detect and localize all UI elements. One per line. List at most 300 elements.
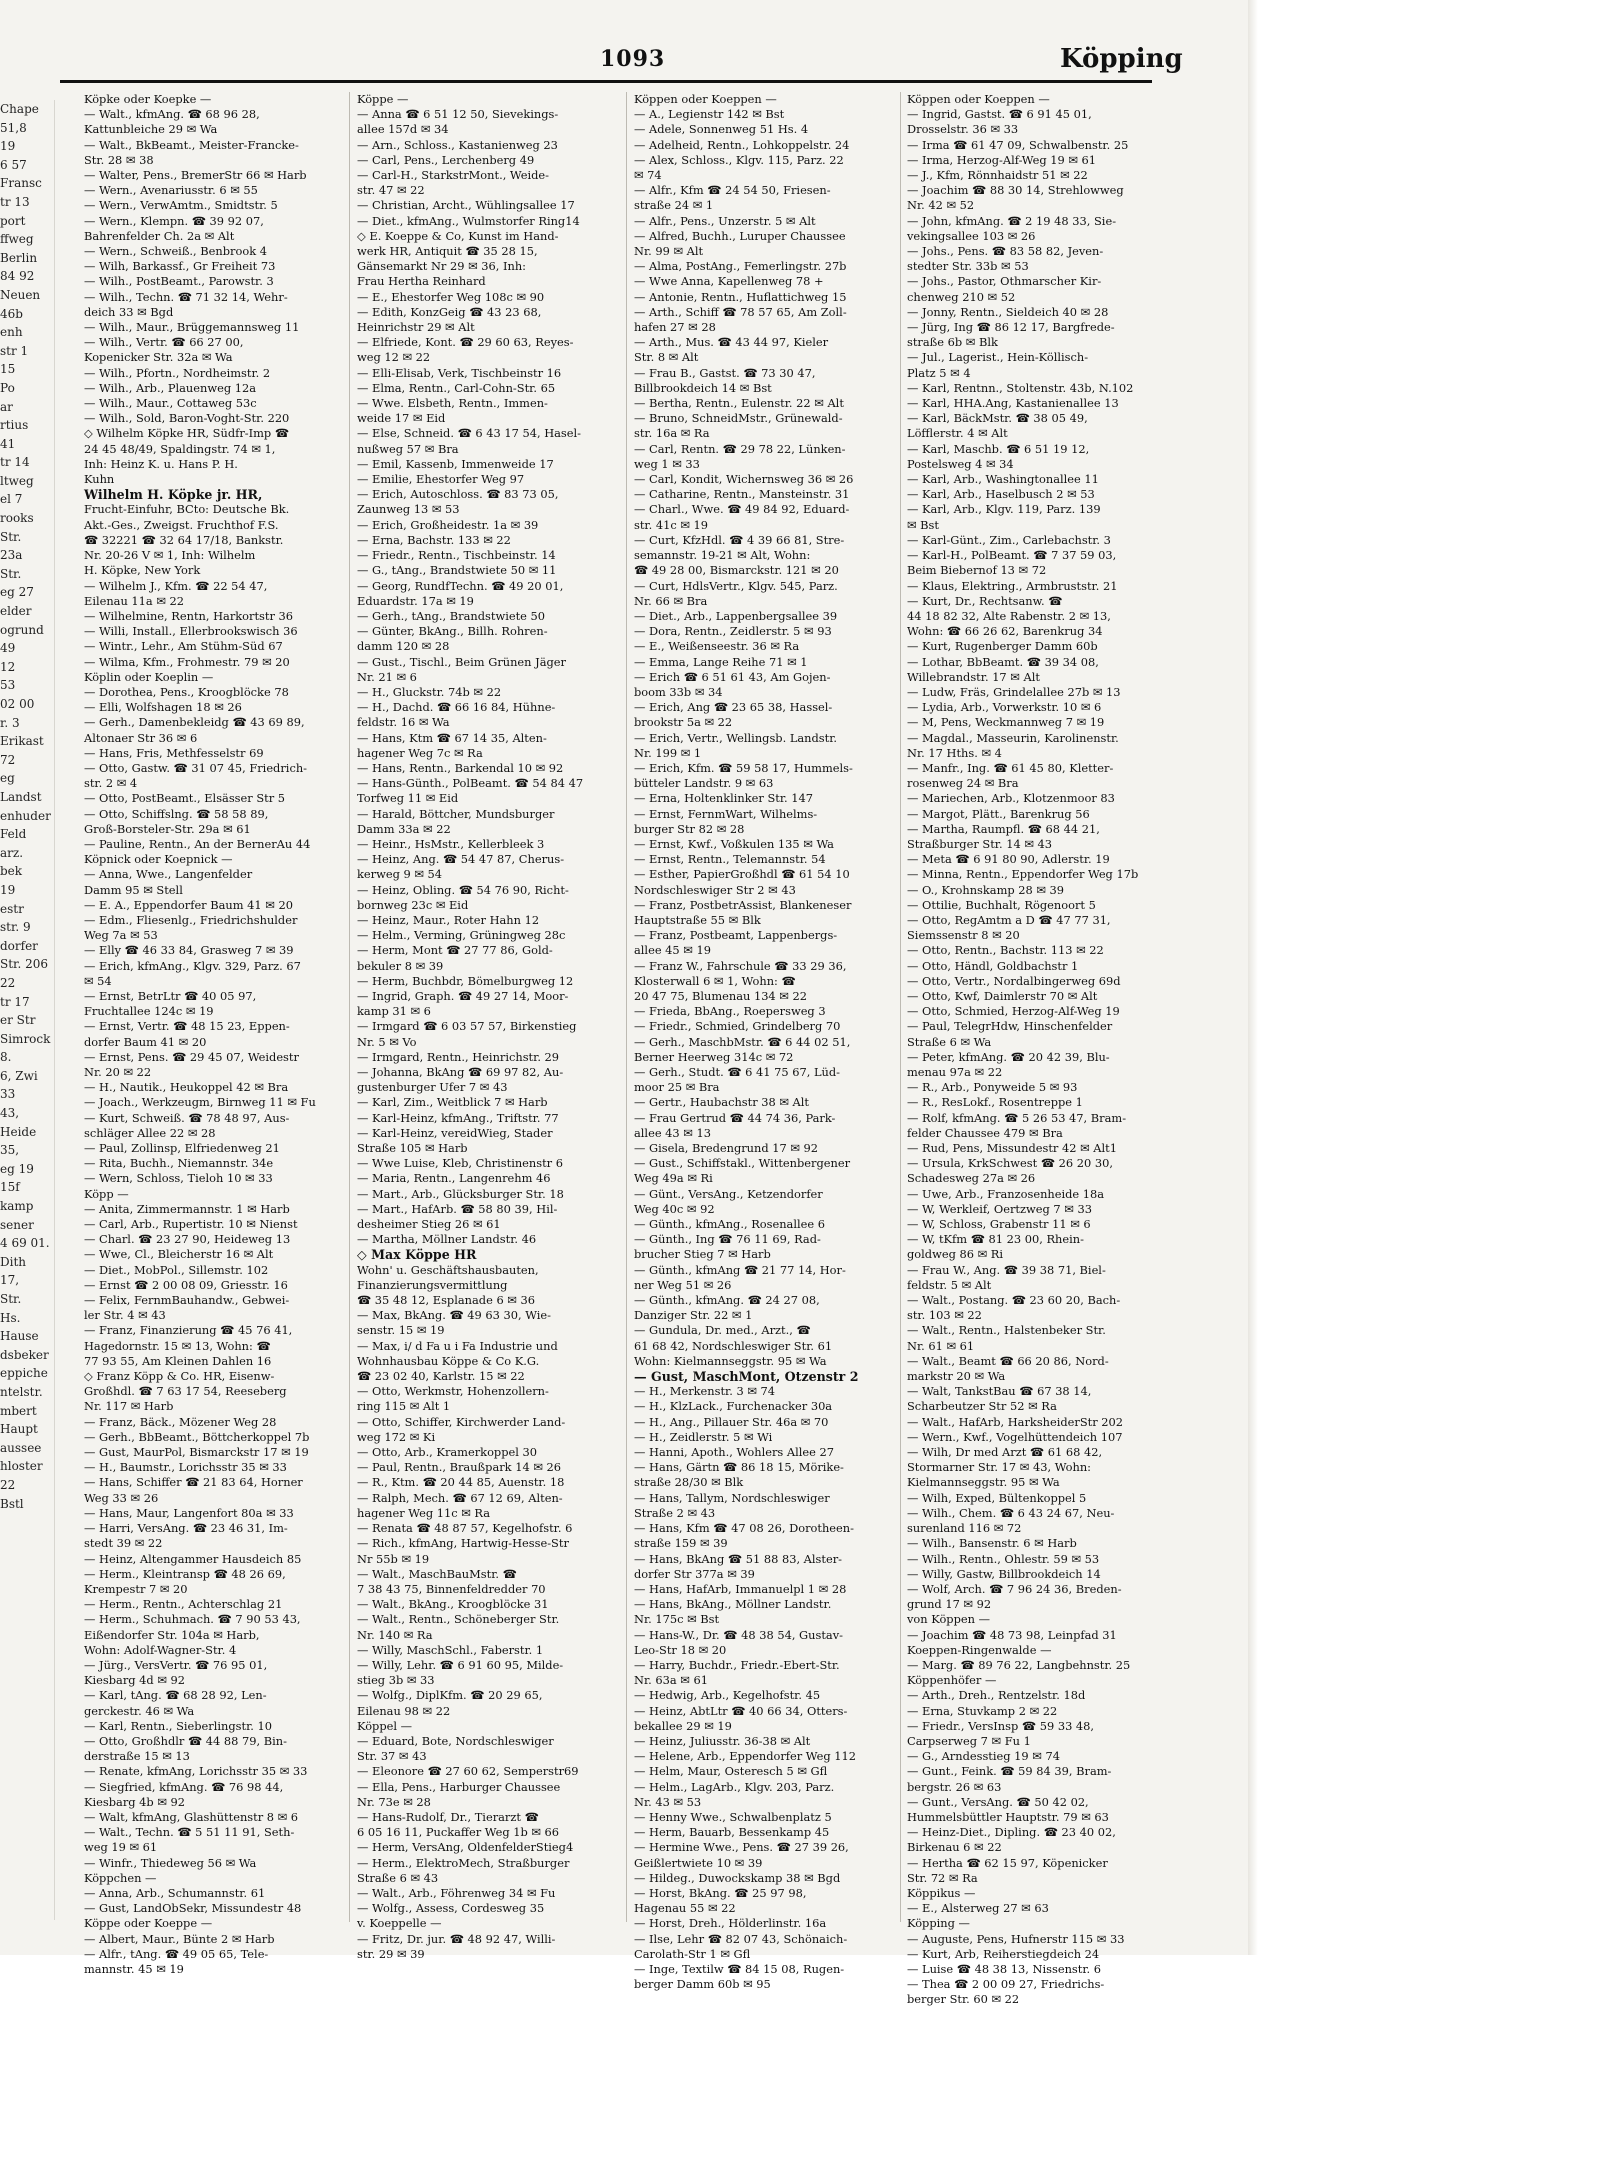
directory-entry-line: — R., ResLokf., Rosentreppe 1 (907, 1095, 1083, 1110)
margin-fragment: str 1 (0, 343, 29, 358)
directory-entry-line: Wohn: Adolf-Wagner-Str. 4 (84, 1642, 237, 1657)
directory-entry-line: — Irma ☎ 61 47 09, Schwalbenstr. 25 (907, 137, 1129, 152)
directory-entry-line: Nr. 73e ✉ 28 (357, 1794, 431, 1809)
margin-fragment: eppiche (0, 1366, 48, 1381)
directory-entry-line: — Ernst, Pens. ☎ 29 45 07, Weidestr (84, 1049, 299, 1064)
directory-entry-line: — M, Pens, Weckmannweg 7 ✉ 19 (907, 715, 1105, 730)
directory-entry-line: — A., Legienstr 142 ✉ Bst (634, 107, 785, 122)
directory-entry-line: str. 47 ✉ 22 (357, 183, 425, 198)
directory-entry-line: — Diet., Arb., Lappenbergsallee 39 (634, 608, 838, 623)
margin-fragment: 6 57 (0, 157, 27, 172)
directory-entry-line: ler Str. 4 ✉ 43 (84, 1308, 166, 1323)
directory-entry-line: Fruchtallee 124c ✉ 19 (84, 1004, 214, 1019)
directory-entry-line: weg 12 ✉ 22 (357, 350, 431, 365)
margin-fragment: 53 (0, 678, 16, 693)
directory-entry-line: von Köppen — (907, 1612, 990, 1627)
directory-entry-line: — Karl, BäckMstr. ☎ 38 05 49, (907, 411, 1088, 426)
directory-entry-line: — Arth., Dreh., Rentzelstr. 18d (907, 1688, 1086, 1703)
directory-entry-line: — Mart., HafArb. ☎ 58 80 39, Hil- (357, 1201, 558, 1216)
margin-fragment: Erikast (0, 734, 44, 749)
directory-entry-line: allee 157d ✉ 34 (357, 122, 449, 137)
directory-entry-line: Nr. 99 ✉ Alt (634, 244, 704, 259)
directory-entry-line: — Hans, Gärtn ☎ 86 18 15, Mörike- (634, 1460, 844, 1475)
directory-entry-line: Eduardstr. 17a ✉ 19 (357, 593, 474, 608)
directory-column-3 (634, 92, 896, 1992)
margin-fragment: Str. (0, 1292, 22, 1306)
directory-entry-line: — Walt, TankstBau ☎ 67 38 14, (907, 1384, 1092, 1399)
margin-fragment: ltweg (0, 473, 34, 488)
directory-entry-line: weg 1 ✉ 33 (634, 456, 700, 471)
directory-entry-line: weg 172 ✉ Ki (357, 1429, 436, 1444)
directory-entry-line: — Curt, KfzHdl. ☎ 4 39 66 81, Stre- (634, 532, 845, 547)
directory-entry-line: — E., Weißenseestr. 36 ✉ Ra (634, 639, 800, 654)
directory-entry-line: Str. 37 ✉ 43 (357, 1749, 427, 1764)
directory-entry-line: Köppel — (357, 1718, 413, 1733)
directory-entry-line: — G., Arndesstieg 19 ✉ 74 (907, 1749, 1060, 1764)
directory-entry-line: — Erich ☎ 6 51 61 43, Am Gojen- (634, 669, 831, 684)
directory-entry-line: straße 24 ✉ 1 (634, 198, 714, 213)
directory-entry-line: Nr. 63a ✉ 61 (634, 1673, 708, 1688)
directory-entry-line: — Günth., kfmAng. ☎ 24 27 08, (634, 1293, 820, 1308)
directory-entry-line: — Hans, BkAng ☎ 51 88 83, Alster- (634, 1551, 843, 1566)
directory-entry-line: — Frau W., Ang. ☎ 39 38 71, Biel- (907, 1262, 1106, 1277)
directory-entry-line: burger Str 82 ✉ 28 (634, 821, 745, 836)
directory-entry-line: — Johs., Pastor, Othmarscher Kir- (907, 274, 1102, 289)
directory-entry-line: — Gerh., Studt. ☎ 6 41 75 67, Lüd- (634, 1065, 841, 1079)
margin-fragment: mbert (0, 1403, 37, 1418)
directory-entry-line: — Wilh., Chem. ☎ 6 43 24 67, Neu- (907, 1505, 1115, 1520)
directory-entry-line: — Gerh., BbBeamt., Böttcherkoppel 7b (84, 1429, 310, 1444)
adjacent-page-margin (0, 100, 55, 1920)
directory-entry-line: str. 16a ✉ Ra (634, 426, 710, 441)
directory-entry-line: derstraße 15 ✉ 13 (84, 1749, 190, 1764)
margin-fragment: dorfer (0, 938, 38, 953)
directory-entry-line: — Günth., kfmAng ☎ 21 77 14, Hor- (634, 1262, 846, 1277)
directory-entry-line: — H., Ang., Pillauer Str. 46a ✉ 70 (634, 1414, 829, 1429)
directory-entry-line: Platz 5 ✉ 4 (907, 365, 971, 380)
directory-entry-line: — Carl, Arb., Rupertistr. 10 ✉ Nienst (84, 1217, 298, 1232)
directory-entry-line: — J., Kfm, Rönnhaidstr 51 ✉ 22 (907, 168, 1088, 183)
directory-entry-line: — Karl-H., PolBeamt. ☎ 7 37 59 03, (907, 548, 1117, 563)
directory-entry-line: — Catharine, Rentn., Mansteinstr. 31 (634, 487, 850, 502)
directory-entry-line: hagener Weg 7c ✉ Ra (357, 745, 483, 760)
directory-entry-line: — Martha, Möllner Landstr. 46 (357, 1232, 537, 1247)
directory-entry-line: — Franz, PostbetrAssist, Blankeneser (634, 897, 852, 912)
directory-entry-line: Finanzierungsvermittlung (357, 1277, 508, 1292)
directory-entry-line: — E. A., Eppendorfer Baum 41 ✉ 20 (84, 897, 293, 912)
directory-entry-line: — Wolfg., Assess, Cordesweg 35 (357, 1901, 545, 1916)
directory-entry-line: — Wilh., Sold, Baron-Voght-Str. 220 (84, 411, 290, 426)
directory-entry-line: — Hans-W., Dr. ☎ 48 38 54, Gustav- (634, 1627, 843, 1642)
margin-fragment: 46b (0, 306, 23, 321)
margin-fragment: aussee (0, 1440, 42, 1455)
directory-entry-line: — Hans, Maur, Langenfort 80a ✉ 33 (84, 1505, 294, 1520)
directory-entry-line: Beim Biebernof 13 ✉ 72 (907, 563, 1047, 578)
directory-entry-line: — Ralph, Mech. ☎ 67 12 69, Alten- (357, 1490, 563, 1505)
directory-entry-line: — Joachim ☎ 88 30 14, Strehlowweg (907, 183, 1124, 198)
directory-entry-line: — Anna ☎ 6 51 12 50, Sievekings- (357, 107, 559, 122)
directory-entry-line: — Hermine Wwe., Pens. ☎ 27 39 26, (634, 1840, 849, 1855)
directory-entry-line: Geißlertwiete 10 ✉ 39 (634, 1855, 763, 1870)
directory-entry-line: Stormarner Str. 17 ✉ 43, Wohn: (907, 1460, 1091, 1475)
directory-entry-line: brucher Stieg 7 ✉ Harb (634, 1247, 771, 1262)
directory-entry-line: Weg 7a ✉ 53 (84, 928, 158, 943)
directory-entry-line: — Otto, Schmied, Herzog-Alf-Weg 19 (907, 1004, 1120, 1019)
directory-entry-line: dorfer Str 377a ✉ 39 (634, 1566, 755, 1581)
directory-entry-line: — Paul, Zollinsp, Elfriedenweg 21 (84, 1141, 280, 1156)
directory-entry-line: — Herm., Rentn., Achterschlag 21 (84, 1597, 283, 1612)
directory-entry-line: bornweg 23c ✉ Eid (357, 897, 469, 912)
directory-entry-line: Hagenau 55 ✉ 22 (634, 1901, 736, 1916)
directory-entry-line: — Renate, kfmAng, Lorichsstr 35 ✉ 33 (84, 1764, 308, 1779)
directory-entry-line: hagener Weg 11c ✉ Ra (357, 1505, 491, 1520)
directory-entry-line: — Elfriede, Kont. ☎ 29 60 63, Reyes- (357, 335, 574, 350)
directory-entry-line: — Wilhelm J., Kfm. ☎ 22 54 47, (84, 578, 268, 593)
directory-entry-line: — Elli-Elisab, Verk, Tischbeinstr 16 (357, 365, 562, 380)
directory-entry-line: Scharbeutzer Str 52 ✉ Ra (907, 1399, 1057, 1414)
directory-entry-line: — Wilhelmine, Rentn, Harkortstr 36 (84, 608, 294, 623)
directory-entry-line: — Eduard, Bote, Nordschleswiger (357, 1733, 554, 1748)
directory-entry-line: — Otto, Kwf, Daimlerstr 70 ✉ Alt (907, 988, 1098, 1003)
directory-entry-line: ring 115 ✉ Alt 1 (357, 1399, 451, 1414)
directory-entry-line: — Henny Wwe., Schwalbenplatz 5 (634, 1809, 832, 1824)
directory-entry-line: deich 33 ✉ Bgd (84, 304, 174, 319)
directory-entry-line: — Alex, Schloss., Klgv. 115, Parz. 22 (634, 152, 844, 167)
directory-entry-line: Nr. 20-26 V ✉ 1, Inh: Wilhelm (84, 548, 256, 563)
directory-entry-line: — Adelheid, Rentn., Lohkoppelstr. 24 (634, 137, 850, 152)
directory-entry-line: — Otto, Vertr., Nordalbingerweg 69d (907, 973, 1121, 988)
directory-entry-line: — H., Baumstr., Lorichsstr 35 ✉ 33 (84, 1460, 287, 1475)
margin-fragment: 02 00 (0, 697, 35, 711)
margin-fragment: Dith (0, 1254, 27, 1269)
directory-entry-line: — Walt., HafArb, HarksheiderStr 202 (907, 1414, 1124, 1429)
directory-entry-line: ner Weg 51 ✉ 26 (634, 1277, 732, 1292)
directory-entry-line: Nr. 20 ✉ 22 (84, 1065, 152, 1079)
directory-entry-line: — Hans, BkAng., Möllner Landstr. (634, 1597, 832, 1612)
directory-entry-line: 24 45 48/49, Spaldingstr. 74 ✉ 1, (84, 441, 276, 456)
directory-entry-line: — Marg. ☎ 89 76 22, Langbehnstr. 25 (907, 1657, 1131, 1672)
directory-entry-line: desheimer Stieg 26 ✉ 61 (357, 1217, 501, 1232)
directory-entry-line: Köpnick oder Koepnick — (84, 852, 233, 867)
directory-entry-line: — Hans, Schiffer ☎ 21 83 64, Horner (84, 1475, 303, 1490)
directory-entry-line: Billbrookdeich 14 ✉ Bst (634, 380, 772, 395)
directory-entry-line: — Rita, Buchh., Niemannstr. 34e (84, 1156, 274, 1171)
directory-entry-line: — Johanna, BkAng ☎ 69 97 82, Au- (357, 1065, 564, 1079)
directory-entry-line: — Ingrid, Gastst. ☎ 6 91 45 01, (907, 107, 1092, 122)
margin-fragment: ffweg (0, 232, 34, 247)
directory-entry-line: — Wilh., PostBeamt., Parowstr. 3 (84, 274, 274, 289)
directory-entry-line: gustenburger Ufer 7 ✉ 43 (357, 1080, 508, 1095)
directory-entry-line: hafen 27 ✉ 28 (634, 320, 716, 335)
margin-fragment: ar (0, 399, 13, 414)
directory-entry-line: Nr. 42 ✉ 52 (907, 198, 975, 213)
directory-entry-line: — Karl, Rentn., Sieberlingstr. 10 (84, 1718, 273, 1733)
directory-entry-line: Leo-Str 18 ✉ 20 (634, 1642, 727, 1657)
margin-fragment: Str. (0, 566, 22, 581)
directory-entry-line: — Ernst, Rentn., Telemannstr. 54 (634, 852, 826, 867)
directory-entry-line: — Harri, VersAng. ☎ 23 46 31, Im- (84, 1521, 288, 1536)
margin-fragment: rtius (0, 418, 29, 433)
directory-entry-line: Kielmannseggstr. 95 ✉ Wa (907, 1475, 1060, 1490)
directory-entry-line: — Bruno, SchneidMstr., Grünewald- (634, 411, 843, 426)
directory-entry-line: — Frau B., Gastst. ☎ 73 30 47, (634, 365, 816, 380)
directory-entry-line: — Herm., ElektroMech, Straßburger (357, 1855, 570, 1870)
directory-entry-line: — Otto, Werkmstr, Hohenzollern- (357, 1384, 549, 1399)
directory-entry-line: straße 159 ✉ 39 (634, 1536, 728, 1551)
margin-fragment: dsbeker (0, 1347, 49, 1362)
directory-entry-line: — Karl-Heinz, vereidWieg, Stader (357, 1125, 553, 1140)
directory-entry-line: — Herm., Schuhmach. ☎ 7 90 53 43, (84, 1612, 301, 1627)
directory-entry-line: — Kurt, Schweiß. ☎ 78 48 97, Aus- (84, 1110, 290, 1125)
directory-entry-line: Köpp — (84, 1186, 129, 1201)
directory-entry-line: — Wern., Klempn. ☎ 39 92 07, (84, 213, 264, 228)
directory-entry-line: — Ernst, FernmWart, Wilhelms- (634, 806, 818, 821)
directory-entry-line: chenweg 210 ✉ 52 (907, 289, 1016, 304)
directory-entry-line: — Maria, Rentn., Langenrehm 46 (357, 1171, 551, 1186)
directory-column-4 (907, 92, 1169, 2007)
directory-entry-line: — Joachim ☎ 48 73 98, Leinpfad 31 (907, 1627, 1117, 1642)
directory-entry-line: — Wilh, Dr med Arzt ☎ 61 68 42, (907, 1445, 1103, 1460)
margin-fragment: 84 92 (0, 269, 35, 284)
blank-area (1258, 0, 1600, 1955)
directory-entry-line: — E., Ehestorfer Weg 108c ✉ 90 (357, 289, 545, 304)
margin-fragment: enh (0, 325, 23, 340)
directory-entry-line: berger Damm 60b ✉ 95 (634, 1977, 771, 1992)
directory-entry-line: — Esther, PapierGroßhdl ☎ 61 54 10 (634, 867, 850, 882)
directory-entry-line: — Mariechen, Arb., Klotzenmoor 83 (907, 791, 1115, 806)
margin-fragment: 19 (0, 882, 16, 897)
directory-entry-line: — John, kfmAng. ☎ 2 19 48 33, Sie- (907, 213, 1117, 228)
directory-entry-line: — Gust., Schiffstakl., Wittenbergener (634, 1156, 851, 1171)
margin-fragment: Berlin (0, 250, 38, 265)
margin-fragment: 15 (0, 362, 16, 377)
directory-entry-line: 77 93 55, Am Kleinen Dahlen 16 (84, 1353, 272, 1368)
directory-entry-line: — Wwe, Cl., Bleicherstr 16 ✉ Alt (84, 1247, 274, 1262)
directory-entry-line: — Pauline, Rentn., An der BernerAu 44 (84, 836, 311, 851)
margin-fragment: eg 19 (0, 1161, 34, 1176)
directory-entry-line: Altonaer Str 36 ✉ 6 (84, 730, 198, 745)
directory-entry-line: — Karl, tAng. ☎ 68 28 92, Len- (84, 1688, 267, 1703)
directory-entry-line: — Johs., Pens. ☎ 83 58 82, Jeven- (907, 244, 1104, 259)
directory-entry-line: Eilenau 98 ✉ 22 (357, 1703, 451, 1718)
margin-fragment: port (0, 213, 26, 228)
margin-fragment: elder (0, 604, 32, 619)
directory-entry-line: — Hanni, Apoth., Wohlers Allee 27 (634, 1445, 834, 1460)
directory-entry-line: — Paul, TelegrHdw, Hinschenfelder (907, 1019, 1113, 1034)
margin-fragment: Hause (0, 1329, 39, 1344)
directory-entry-line: — Alma, PostAng., Femerlingstr. 27b (634, 259, 847, 274)
directory-entry-line: vekingsallee 103 ✉ 26 (907, 228, 1036, 243)
directory-entry-line: — W, tKfm ☎ 81 23 00, Rhein- (907, 1232, 1084, 1247)
directory-entry-line: Köplin oder Koeplin — (84, 669, 214, 684)
directory-entry-line: Nr. 199 ✉ 1 (634, 745, 702, 760)
directory-entry-line: Eißendorfer Str. 104a ✉ Harb, (84, 1627, 260, 1642)
directory-entry-line: — Diet., MobPol., Sillemstr. 102 (84, 1262, 269, 1277)
directory-entry-line: — Ernst, BetrLtr ☎ 40 05 97, (84, 988, 257, 1003)
directory-entry-line: v. Koeppelle — (357, 1916, 442, 1931)
directory-entry-line: — Heinz, Altengammer Hausdeich 85 (84, 1551, 302, 1566)
directory-entry-line: mannstr. 45 ✉ 19 (84, 1961, 184, 1976)
directory-entry-line: Willebrandstr. 17 ✉ Alt (907, 669, 1040, 684)
directory-entry-line: Nr. 21 ✉ 6 (357, 669, 417, 684)
directory-entry-line: — Erich, kfmAng., Klgv. 329, Parz. 67 (84, 958, 301, 973)
directory-entry-line: — Carl, Pens., Lerchenberg 49 (357, 152, 535, 167)
directory-entry-line: — Günth., Ing ☎ 76 11 69, Rad- (634, 1232, 821, 1247)
directory-entry-line: Eilenau 11a ✉ 22 (84, 593, 184, 608)
directory-entry-line: — Helm., Verming, Grüningweg 28c (357, 928, 566, 943)
directory-entry-line: — Gerh., Damenbekleidg ☎ 43 69 89, (84, 715, 305, 730)
directory-entry-line: — Irmgard, Rentn., Heinrichstr. 29 (357, 1049, 560, 1064)
margin-fragment: Landst (0, 789, 42, 804)
directory-entry-line: Damm 33a ✉ 22 (357, 821, 451, 836)
directory-entry-line: — Franz, Postbeamt, Lappenbergs- (634, 928, 838, 943)
directory-entry-line: — Wilh., Maur., Brüggemannsweg 11 (84, 320, 300, 335)
margin-fragment: el 7 (0, 492, 23, 507)
margin-fragment: eg (0, 771, 15, 786)
directory-entry-line: — Friedr., Rentn., Tischbeinstr. 14 (357, 548, 556, 563)
running-head: Köpping (1060, 44, 1183, 74)
binding-shadow (1248, 0, 1258, 1955)
directory-entry-line: — Carl-H., StarkstrMont., Weide- (357, 168, 549, 183)
directory-entry-line: — Willy, MaschSchl., Faberstr. 1 (357, 1642, 544, 1657)
directory-entry-line: — Günter, BkAng., Billh. Rohren- (357, 624, 548, 639)
directory-entry-line: str. 29 ✉ 39 (357, 1946, 425, 1961)
directory-entry-line: Torfweg 11 ✉ Eid (357, 791, 459, 806)
directory-entry-line: — Franz W., Fahrschule ☎ 33 29 36, (634, 958, 847, 973)
margin-fragment: 23a (0, 548, 23, 563)
directory-entry-line: — Frieda, BbAng., Roepersweg 3 (634, 1004, 826, 1019)
directory-entry-line: — O., Krohnskamp 28 ✉ 39 (907, 882, 1065, 897)
margin-fragment: sener (0, 1217, 34, 1232)
directory-entry-line: Gänsemarkt Nr 29 ✉ 36, Inh: (357, 259, 527, 274)
directory-entry-line: — Irmgard ☎ 6 03 57 57, Birkenstieg (357, 1019, 577, 1034)
directory-entry-line: Nr. 66 ✉ Bra (634, 593, 708, 608)
directory-entry-line: — Elli, Wolfshagen 18 ✉ 26 (84, 700, 242, 715)
directory-entry-line: — Christian, Archt., Wühlingsallee 17 (357, 198, 575, 213)
directory-entry-line: — Walt., MaschBauMstr. ☎ (357, 1566, 517, 1581)
directory-entry-line: — Karl-Heinz, kfmAng., Triftstr. 77 (357, 1110, 559, 1125)
directory-entry-line: Weg 33 ✉ 26 (84, 1490, 159, 1505)
directory-entry-line: — Fritz, Dr. jur. ☎ 48 92 47, Willi- (357, 1931, 556, 1946)
directory-entry-line: — Wilh., Arb., Plauenweg 12a (84, 380, 257, 395)
directory-entry-line: — Auguste, Pens, Hufnerstr 115 ✉ 33 (907, 1931, 1125, 1946)
directory-entry-line: — Lothar, BbBeamt. ☎ 39 34 08, (907, 654, 1099, 669)
directory-entry-line: 61 68 42, Nordschleswiger Str. 61 (634, 1338, 833, 1353)
directory-entry-line: — Walt., BkAng., Kroogblöcke 31 (357, 1597, 549, 1612)
margin-fragment: 72 (0, 752, 16, 767)
directory-entry-line: — Thea ☎ 2 00 09 27, Friedrichs- (907, 1977, 1105, 1992)
directory-entry-line: Carolath-Str 1 ✉ Gfl (634, 1946, 751, 1961)
margin-fragment: 49 (0, 641, 16, 656)
directory-entry-line: — Wilh., Maur., Cottaweg 53c (84, 396, 257, 411)
directory-entry-line: menau 97a ✉ 22 (907, 1065, 1003, 1079)
directory-entry-line: — Ernst, Vertr. ☎ 48 15 23, Eppen- (84, 1019, 290, 1034)
directory-entry-line: — Hedwig, Arb., Kegelhofstr. 45 (634, 1688, 821, 1703)
directory-entry-line: — Joach., Werkzeugm, Birnweg 11 ✉ Fu (84, 1095, 316, 1110)
directory-entry-line: — Alfr., tAng. ☎ 49 05 65, Tele- (84, 1946, 269, 1961)
directory-entry-line: — Willy, Lehr. ☎ 6 91 60 95, Milde- (357, 1657, 564, 1672)
directory-entry-line: — Heinz-Diet., Dipling. ☎ 23 40 02, (907, 1825, 1116, 1840)
directory-entry-line: — Otto, Schiffslng. ☎ 58 58 89, (84, 806, 269, 821)
directory-entry-line: senstr. 15 ✉ 19 (357, 1323, 445, 1338)
directory-entry-line: — Hans-Rudolf, Dr., Tierarzt ☎ (357, 1809, 539, 1824)
directory-entry-line: — Horst, Dreh., Hölderlinstr. 16a (634, 1916, 827, 1931)
directory-entry-line: — Luise ☎ 48 38 13, Nissenstr. 6 (907, 1961, 1102, 1976)
directory-entry-line: — Gust, LandObSekr, Missundestr 48 (84, 1901, 302, 1916)
directory-entry-line: Köppe oder Koeppe — (84, 1916, 213, 1931)
directory-entry-line: — Wern., VerwAmtm., Smidtstr. 5 (84, 198, 278, 213)
directory-entry-line: Köppen oder Koeppen — (907, 92, 1050, 106)
directory-entry-line: — Inge, Textilw ☎ 84 15 08, Rugen- (634, 1961, 845, 1976)
directory-column-1 (84, 92, 346, 1976)
margin-fragment: 33 (0, 1087, 16, 1102)
directory-entry-line: — Walter, Pens., BremerStr 66 ✉ Harb (84, 168, 307, 183)
directory-entry-line: — Ernst, Kwf., Voßkulen 135 ✉ Wa (634, 836, 834, 851)
directory-entry-line: — Emil, Kassenb, Immenweide 17 (357, 456, 554, 471)
margin-fragment: 43, (0, 1106, 20, 1121)
directory-entry-line: — Otto, PostBeamt., Elsässer Str 5 (84, 791, 286, 806)
directory-entry-line: — Hans, Rentn., Barkendal 10 ✉ 92 (357, 760, 564, 775)
directory-entry-line: Str. 72 ✉ Ra (907, 1870, 978, 1885)
directory-entry-line: — Hans, Ktm ☎ 67 14 35, Alten- (357, 730, 547, 745)
directory-entry-line: — Charl. ☎ 23 27 90, Heideweg 13 (84, 1232, 291, 1247)
directory-entry-line: Nr. 140 ✉ Ra (357, 1627, 433, 1642)
directory-entry-line: — Ingrid, Graph. ☎ 49 27 14, Moor- (357, 988, 569, 1003)
directory-entry-line: stedter Str. 33b ✉ 53 (907, 259, 1029, 274)
directory-column-2 (357, 92, 619, 1961)
directory-entry-line: H. Köpke, New York (84, 563, 201, 578)
directory-entry-line: — Heinr., HsMstr., Kellerbleek 3 (357, 836, 545, 851)
directory-entry-line: — Elly ☎ 46 33 84, Grasweg 7 ✉ 39 (84, 943, 294, 958)
margin-fragment: 17, (0, 1273, 20, 1288)
directory-entry-line: Köppenhöfer — (907, 1673, 997, 1688)
directory-entry-line: damm 120 ✉ 28 (357, 639, 450, 654)
directory-entry-line: — Walt., BkBeamt., Meister-Francke- (84, 137, 299, 152)
margin-fragment: Hs. (0, 1310, 21, 1325)
directory-entry-line: werk HR, Antiquit ☎ 35 28 15, (357, 244, 538, 259)
directory-entry-line: straße 28/30 ✉ Blk (634, 1475, 744, 1490)
directory-entry-line: — Rich., kfmAng, Hartwig-Hesse-Str (357, 1536, 569, 1551)
margin-fragment: kamp (0, 1199, 34, 1214)
margin-fragment: 41 (0, 436, 16, 451)
directory-entry-line: — Wolfg., DiplKfm. ☎ 20 29 65, (357, 1688, 543, 1703)
margin-fragment: tr 13 (0, 194, 30, 209)
margin-fragment: hloster (0, 1459, 43, 1474)
directory-entry-line: Straße 6 ✉ Wa (907, 1034, 992, 1049)
directory-entry-line: Kuhn (84, 472, 115, 487)
directory-entry-line: ☎ 23 02 40, Karlstr. 15 ✉ 22 (357, 1369, 525, 1384)
directory-entry-line: Köppe — (357, 92, 409, 106)
directory-entry-line: Nr 55b ✉ 19 (357, 1551, 430, 1566)
directory-entry-line: — Karl, Arb., Haselbusch 2 ✉ 53 (907, 487, 1095, 502)
directory-entry-line: — Alfred, Buchh., Luruper Chaussee (634, 228, 846, 243)
directory-entry-line: Kopenicker Str. 32a ✉ Wa (84, 350, 233, 365)
directory-entry-line: — Winfr., Thiedeweg 56 ✉ Wa (84, 1855, 257, 1870)
directory-entry-line: — Hans, Kfm ☎ 47 08 26, Dorotheen- (634, 1521, 854, 1536)
margin-fragment: Bstl (0, 1496, 24, 1511)
directory-entry-line: Wohn: ☎ 66 26 62, Barenkrug 34 (907, 624, 1103, 639)
directory-entry-line: — Ella, Pens., Harburger Chaussee (357, 1779, 561, 1794)
directory-entry-line: — Gunt., VersAng. ☎ 50 42 02, (907, 1794, 1089, 1809)
margin-fragment: 4 69 01. (0, 1236, 50, 1251)
directory-entry-line: — Erna, Bachstr. 133 ✉ 22 (357, 532, 511, 547)
directory-entry-line: — Karl-Günt., Zim., Carlebachstr. 3 (907, 532, 1111, 547)
directory-entry-line: Drosselstr. 36 ✉ 33 (907, 122, 1019, 137)
directory-entry-line: — Wilma, Kfm., Frohmestr. 79 ✉ 20 (84, 654, 290, 669)
directory-entry-line: — Adele, Sonnenweg 51 Hs. 4 (634, 122, 809, 137)
directory-entry-line: — Kurt, Dr., Rechtsanw. ☎ (907, 593, 1063, 608)
directory-entry-line: — Wilh., Bansenstr. 6 ✉ Harb (907, 1536, 1077, 1551)
